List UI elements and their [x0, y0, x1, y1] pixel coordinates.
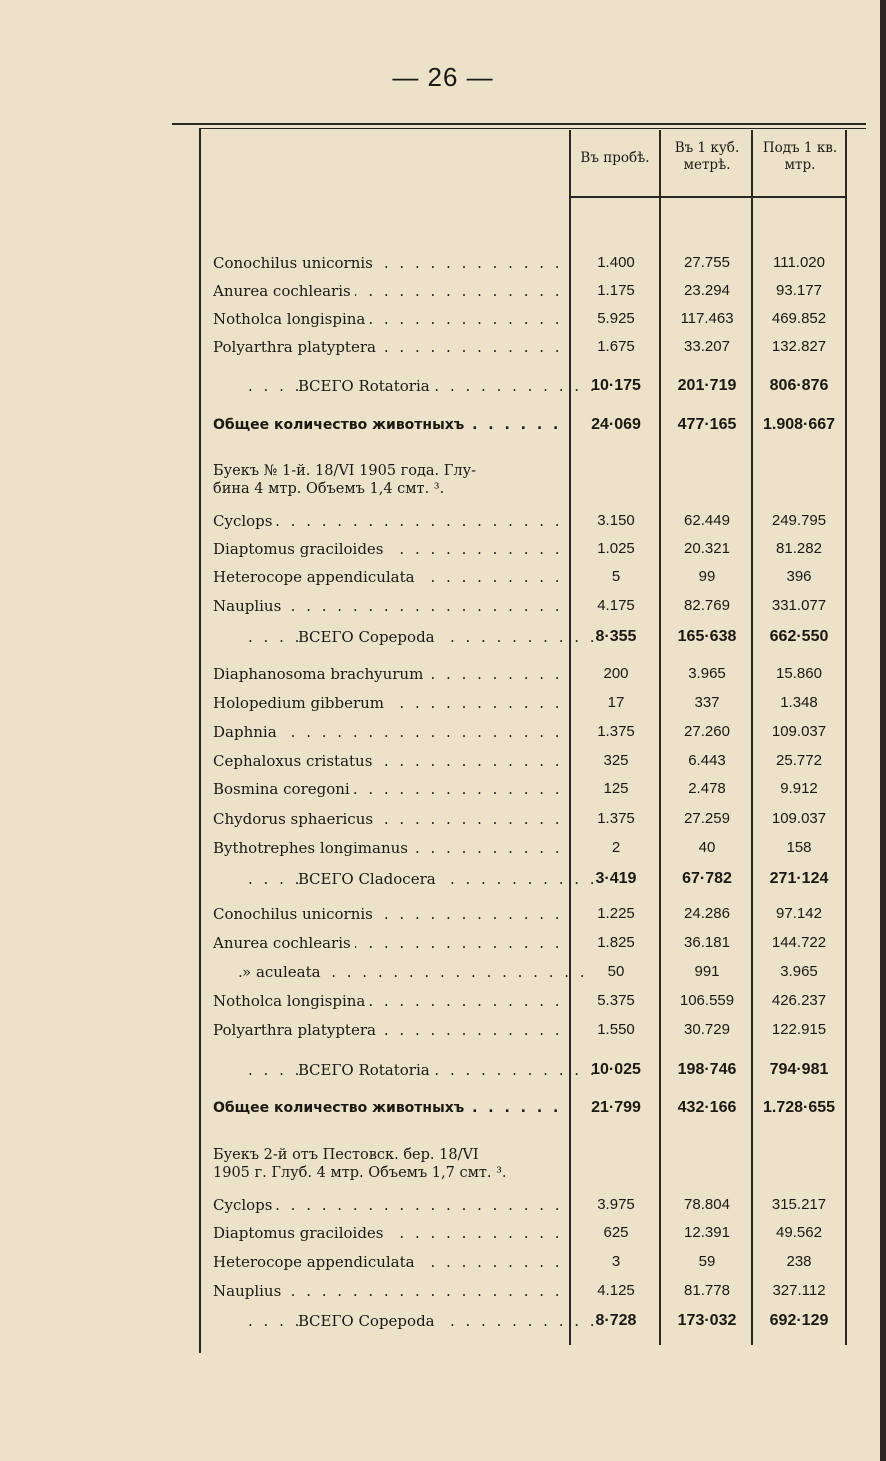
row-label — [213, 1016, 570, 1044]
value-per-cubic-meter: 477·165 — [677, 416, 737, 433]
page-edge — [880, 0, 886, 1461]
column-header-square-meter: Подъ 1 кв. мтр. — [762, 140, 838, 173]
row-label — [248, 1056, 605, 1084]
row-label-text: Cyclops — [213, 512, 276, 530]
value-sample: 5.375 — [597, 992, 635, 1009]
row-label-text: Cephaloxus cristatus — [213, 752, 376, 770]
value-sample: 3.975 — [597, 1196, 635, 1213]
value-per-cubic-meter: 23.294 — [684, 282, 730, 299]
value-per-cubic-meter: 3.965 — [688, 665, 726, 682]
value-per-square-meter: 15.860 — [776, 665, 822, 682]
value-per-square-meter: 315.217 — [771, 1196, 827, 1213]
value-sample: 200 — [603, 665, 629, 682]
row-label-text: Anurea cochlearis — [213, 282, 355, 300]
species-row — [200, 834, 846, 862]
row-label — [213, 987, 570, 1015]
row-label — [238, 958, 595, 986]
row-label-text: Общее количество животныхъ — [213, 1100, 468, 1116]
row-label — [213, 1277, 570, 1305]
total-row — [200, 1056, 846, 1084]
row-label — [248, 865, 605, 893]
value-sample: 3·419 — [595, 870, 637, 887]
value-per-cubic-meter: 173·032 — [677, 1312, 737, 1329]
buoy-section-heading — [213, 1146, 563, 1182]
row-label-text: Anurea cochlearis — [213, 934, 355, 952]
value-per-cubic-meter: 27.260 — [684, 723, 730, 740]
row-label — [213, 747, 570, 775]
value-per-square-meter: 97.142 — [776, 905, 822, 922]
row-label-text: Nauplius — [213, 597, 285, 615]
row-label — [213, 507, 570, 535]
row-label-text: Notholca longispina — [213, 992, 369, 1010]
row-label-text: Chydorus sphaericus — [213, 810, 377, 828]
value-per-cubic-meter: 62.449 — [684, 512, 730, 529]
species-row — [200, 805, 846, 833]
row-label-text: Holopedium gibberum — [213, 694, 388, 712]
row-label-text: Polyarthra platyptera — [213, 1021, 380, 1039]
row-label — [213, 718, 570, 746]
row-label-text: Notholca longispina — [213, 310, 369, 328]
row-label — [213, 775, 570, 803]
value-sample: 125 — [603, 780, 629, 797]
value-per-cubic-meter: 117.463 — [680, 310, 734, 327]
row-label — [213, 249, 570, 277]
value-per-square-meter: 111.020 — [773, 254, 825, 271]
value-sample: 1.375 — [597, 810, 635, 827]
value-sample: 1.025 — [597, 540, 635, 557]
row-label — [213, 277, 570, 305]
value-per-cubic-meter: 12.391 — [684, 1224, 730, 1241]
row-label-text: Heterocope appendiculata — [213, 1253, 419, 1271]
table-top-rule-inner — [200, 128, 866, 129]
row-label-text: Conochilus unicornis — [213, 905, 377, 923]
value-sample: 10·025 — [591, 1061, 641, 1078]
row-label — [213, 592, 570, 620]
value-per-cubic-meter: 198·746 — [677, 1061, 737, 1078]
species-row — [200, 1191, 846, 1219]
value-per-cubic-meter: 67·782 — [682, 870, 732, 887]
value-per-square-meter: 132.827 — [771, 338, 827, 355]
value-sample: 2 — [611, 839, 621, 856]
species-row — [200, 958, 846, 986]
value-per-square-meter: 9.912 — [780, 780, 818, 797]
value-sample: 8·355 — [595, 628, 637, 645]
value-per-square-meter: 1.348 — [780, 694, 818, 711]
value-sample: 3 — [611, 1253, 621, 1270]
row-label — [213, 1191, 570, 1219]
value-per-square-meter: 806·876 — [769, 377, 829, 394]
value-sample: 50 — [607, 963, 625, 980]
total-row — [200, 865, 846, 893]
buoy-section-heading — [213, 462, 563, 498]
value-per-square-meter: 109.037 — [771, 723, 827, 740]
header-rule — [569, 196, 846, 198]
row-label — [213, 563, 570, 591]
row-label-text: ВСЕГО Cladocera — [298, 870, 440, 888]
value-per-square-meter: 331.077 — [771, 597, 827, 614]
species-row — [200, 535, 846, 563]
value-sample: 5 — [611, 568, 621, 585]
value-per-square-meter: 794·981 — [769, 1061, 829, 1078]
species-row — [200, 747, 846, 775]
value-per-square-meter: 426.237 — [771, 992, 827, 1009]
row-label-text: Bythotrephes longimanus — [213, 839, 412, 857]
value-sample: 24·069 — [591, 416, 641, 433]
value-sample: 625 — [603, 1224, 629, 1241]
species-row — [200, 592, 846, 620]
species-row — [200, 507, 846, 535]
value-per-cubic-meter: 337 — [694, 694, 720, 711]
value-per-cubic-meter: 59 — [698, 1253, 716, 1270]
total-row — [200, 623, 846, 651]
value-sample: 10·175 — [591, 377, 641, 394]
row-label-text: ВСЕГО Copepoda — [298, 1312, 439, 1330]
value-per-square-meter: 109.037 — [771, 810, 827, 827]
row-label — [213, 660, 570, 688]
total-row — [200, 1307, 846, 1335]
value-per-square-meter: 25.772 — [776, 752, 822, 769]
row-label — [248, 623, 605, 651]
row-label-text: Conochilus unicornis — [213, 254, 377, 272]
value-sample: 21·799 — [591, 1099, 641, 1116]
species-row — [200, 900, 846, 928]
row-label-text: Polyarthra platyptera — [213, 338, 380, 356]
row-label — [213, 900, 570, 928]
value-sample: 1.225 — [597, 905, 635, 922]
value-per-square-meter: 122.915 — [771, 1021, 827, 1038]
row-label-text: » aculeata — [242, 963, 325, 981]
value-per-square-meter: 1.728·655 — [762, 1099, 836, 1116]
row-label-text: Cyclops — [213, 1196, 276, 1214]
grand-total-row — [200, 411, 846, 439]
value-sample: 1.400 — [597, 254, 635, 271]
species-row — [200, 1219, 846, 1247]
value-per-cubic-meter: 27.755 — [684, 254, 730, 271]
species-row — [200, 689, 846, 717]
value-per-cubic-meter: 33.207 — [684, 338, 730, 355]
row-label — [213, 805, 570, 833]
species-row — [200, 718, 846, 746]
species-row — [200, 660, 846, 688]
value-per-square-meter: 93.177 — [776, 282, 822, 299]
value-per-square-meter: 158 — [786, 839, 812, 856]
row-label — [248, 372, 605, 400]
row-label — [213, 689, 570, 717]
value-per-cubic-meter: 165·638 — [677, 628, 737, 645]
value-per-square-meter: 271·124 — [769, 870, 829, 887]
value-per-cubic-meter: 36.181 — [684, 934, 730, 951]
value-sample: 325 — [603, 752, 629, 769]
row-label-text: Nauplius — [213, 1282, 285, 1300]
row-label — [213, 1248, 570, 1276]
value-per-cubic-meter: 40 — [698, 839, 716, 856]
value-sample: 8·728 — [595, 1312, 637, 1329]
value-sample: 4.175 — [597, 597, 635, 614]
column-header-cubic-meter: Въ 1 куб. метрѣ. — [674, 140, 740, 173]
value-per-square-meter: 396 — [786, 568, 812, 585]
row-label-text: ВСЕГО Copepoda — [298, 628, 439, 646]
page-number: — 26 — — [392, 62, 494, 92]
row-label-text: Общее количество животныхъ — [213, 417, 468, 433]
value-per-square-meter: 662·550 — [769, 628, 829, 645]
value-sample: 3.150 — [597, 512, 635, 529]
column-header-sample: Въ пробѣ. — [580, 150, 650, 166]
value-per-cubic-meter: 991 — [694, 963, 720, 980]
value-sample: 1.175 — [597, 282, 635, 299]
value-per-cubic-meter: 81.778 — [684, 1282, 730, 1299]
value-per-square-meter: 238 — [786, 1253, 812, 1270]
value-per-cubic-meter: 30.729 — [684, 1021, 730, 1038]
value-per-cubic-meter: 2.478 — [688, 780, 726, 797]
section-heading-line-2: 1905 г. Глуб. 4 мтр. Объемъ 1,7 смт. ³. — [213, 1165, 507, 1181]
value-per-square-meter: 327.112 — [772, 1282, 826, 1299]
species-row — [200, 333, 846, 361]
value-per-square-meter: 81.282 — [776, 540, 822, 557]
row-label-text: Diaptomus graciloides — [213, 1224, 388, 1242]
value-per-cubic-meter: 201·719 — [677, 377, 737, 394]
row-label — [213, 305, 570, 333]
row-label — [248, 1307, 605, 1335]
value-per-square-meter: 1.908·667 — [762, 416, 836, 433]
species-row — [200, 987, 846, 1015]
value-per-cubic-meter: 27.259 — [684, 810, 730, 827]
value-per-cubic-meter: 106.559 — [679, 992, 735, 1009]
row-label — [213, 411, 570, 439]
section-heading-line-2: бина 4 мтр. Объемъ 1,4 смт. ³. — [213, 481, 445, 497]
row-label-text: Diaptomus graciloides — [213, 540, 388, 558]
total-row — [200, 372, 846, 400]
value-per-square-meter: 49.562 — [776, 1224, 822, 1241]
row-label — [213, 1219, 570, 1247]
row-label — [213, 929, 570, 957]
value-per-cubic-meter: 6.443 — [688, 752, 726, 769]
species-row — [200, 1277, 846, 1305]
species-row — [200, 1016, 846, 1044]
row-label — [213, 535, 570, 563]
species-row — [200, 929, 846, 957]
row-label — [213, 333, 570, 361]
value-sample: 1.675 — [597, 338, 635, 355]
species-row — [200, 305, 846, 333]
species-row — [200, 277, 846, 305]
value-sample: 5.925 — [597, 310, 635, 327]
value-per-cubic-meter: 20.321 — [684, 540, 730, 557]
value-per-square-meter: 469.852 — [771, 310, 827, 327]
row-label-text: ВСЕГО Rotatoria — [298, 1061, 434, 1079]
species-row — [200, 1248, 846, 1276]
value-per-cubic-meter: 82.769 — [684, 597, 730, 614]
species-row — [200, 563, 846, 591]
species-row — [200, 775, 846, 803]
row-label-text: Daphnia — [213, 723, 281, 741]
row-label-text: Heterocope appendiculata — [213, 568, 419, 586]
value-per-cubic-meter: 99 — [698, 568, 716, 585]
grand-total-row — [200, 1094, 846, 1122]
value-per-cubic-meter: 24.286 — [684, 905, 730, 922]
row-label-text: Bosmina coregoni — [213, 780, 354, 798]
row-label-text: ВСЕГО Rotatoria — [298, 377, 434, 395]
section-heading-line-1: Буекъ 2-й отъ Пестовск. бер. 18/VI — [213, 1147, 479, 1163]
value-sample: 17 — [607, 694, 625, 711]
value-per-square-meter: 3.965 — [780, 963, 818, 980]
value-sample: 1.825 — [597, 934, 635, 951]
value-sample: 1.375 — [597, 723, 635, 740]
row-label — [213, 834, 570, 862]
value-per-square-meter: 692·129 — [769, 1312, 829, 1329]
value-per-cubic-meter: 78.804 — [684, 1196, 730, 1213]
value-per-cubic-meter: 432·166 — [677, 1099, 737, 1116]
section-heading-line-1: Буекъ № 1-й. 18/VI 1905 года. Глу- — [213, 463, 477, 479]
row-label-text: Diaphanosoma brachyurum — [213, 665, 427, 683]
value-sample: 4.125 — [597, 1282, 635, 1299]
value-per-square-meter: 249.795 — [771, 512, 827, 529]
table-top-rule — [172, 123, 866, 125]
row-label — [213, 1094, 570, 1122]
species-row — [200, 249, 846, 277]
value-per-square-meter: 144.722 — [771, 934, 827, 951]
value-sample: 1.550 — [597, 1021, 635, 1038]
